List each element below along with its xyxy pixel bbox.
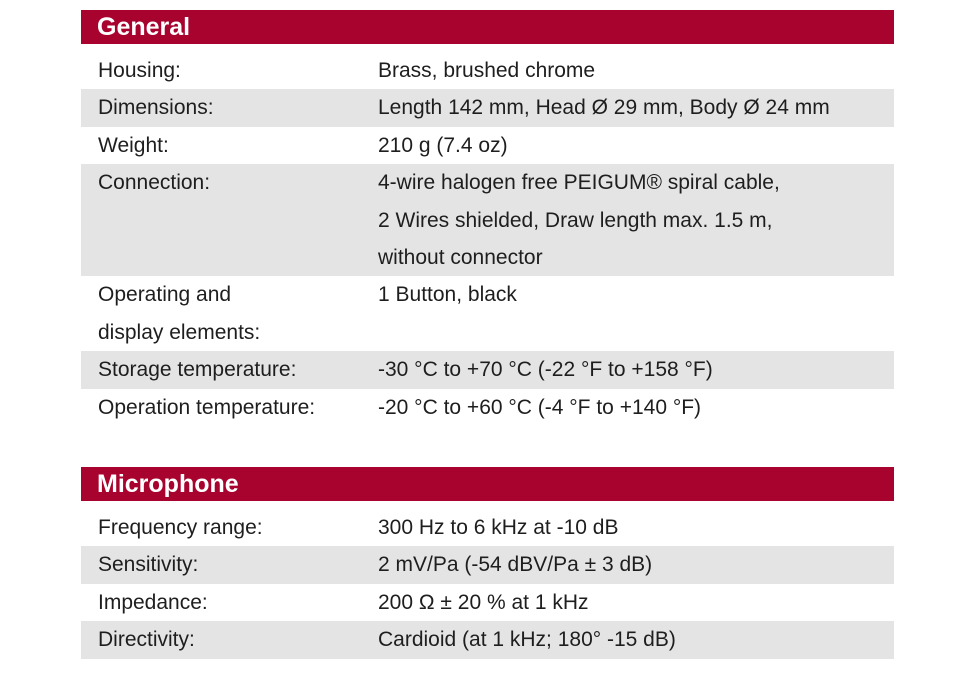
spec-row-dimensions bbox=[81, 89, 894, 126]
spec-row-storage-temperature bbox=[81, 351, 894, 388]
spec-row-directivity bbox=[81, 621, 894, 658]
spec-value: 300 Hz to 6 kHz at -10 dB bbox=[378, 516, 619, 539]
spec-row-frequency-range bbox=[81, 509, 894, 546]
microphone-section-header: Microphone bbox=[81, 467, 894, 501]
general-section bbox=[81, 10, 894, 426]
spec-value: 200 Ω ± 20 % at 1 kHz bbox=[378, 590, 589, 614]
spec-label: Sensitivity: bbox=[98, 553, 199, 577]
spec-label: Storage temperature: bbox=[98, 358, 297, 382]
spec-value: 2 mV/Pa (-54 dBV/Pa ± 3 dB) bbox=[378, 553, 653, 577]
spec-value: 210 g (7.4 oz) bbox=[378, 133, 508, 157]
spec-label: Operating and display elements: bbox=[98, 283, 261, 344]
spec-value: 1 Button, black bbox=[378, 283, 517, 307]
spec-label: Operation temperature: bbox=[98, 395, 316, 419]
spec-row-housing bbox=[81, 52, 894, 89]
microphone-spec-table bbox=[81, 509, 894, 659]
general-spec-table bbox=[81, 52, 894, 426]
spec-row-connection bbox=[81, 164, 894, 276]
spec-label: Impedance: bbox=[98, 590, 208, 614]
spec-row-weight bbox=[81, 127, 894, 164]
spec-value: -30 °C to +70 °C (-22 °F to +158 °F) bbox=[378, 358, 713, 382]
spec-label: Frequency range: bbox=[98, 516, 263, 539]
spec-label: Weight: bbox=[98, 133, 169, 157]
spec-value: 4-wire halogen free PEIGUM® spiral cable, 2 Wires shielded, Draw length max. 1.5 m, without connector bbox=[378, 171, 780, 270]
spec-value: Length 142 mm, Head Ø 29 mm, Body Ø 24 mm bbox=[378, 96, 830, 120]
general-section-header: General bbox=[81, 10, 894, 44]
spec-label: Directivity: bbox=[98, 628, 195, 652]
spec-row-impedance bbox=[81, 584, 894, 621]
spec-label: Connection: bbox=[98, 171, 211, 195]
spec-value: Cardioid (at 1 kHz; 180° -15 dB) bbox=[378, 628, 676, 652]
spec-label: Housing: bbox=[98, 59, 181, 82]
spec-row-operation-temperature bbox=[81, 389, 894, 426]
spec-label: Dimensions: bbox=[98, 96, 214, 120]
microphone-section bbox=[81, 467, 894, 659]
spec-row-sensitivity bbox=[81, 546, 894, 583]
spec-value: Brass, brushed chrome bbox=[378, 59, 596, 82]
spec-row-operating-elements bbox=[81, 276, 894, 351]
spec-value: -20 °C to +60 °C (-4 °F to +140 °F) bbox=[378, 395, 702, 419]
